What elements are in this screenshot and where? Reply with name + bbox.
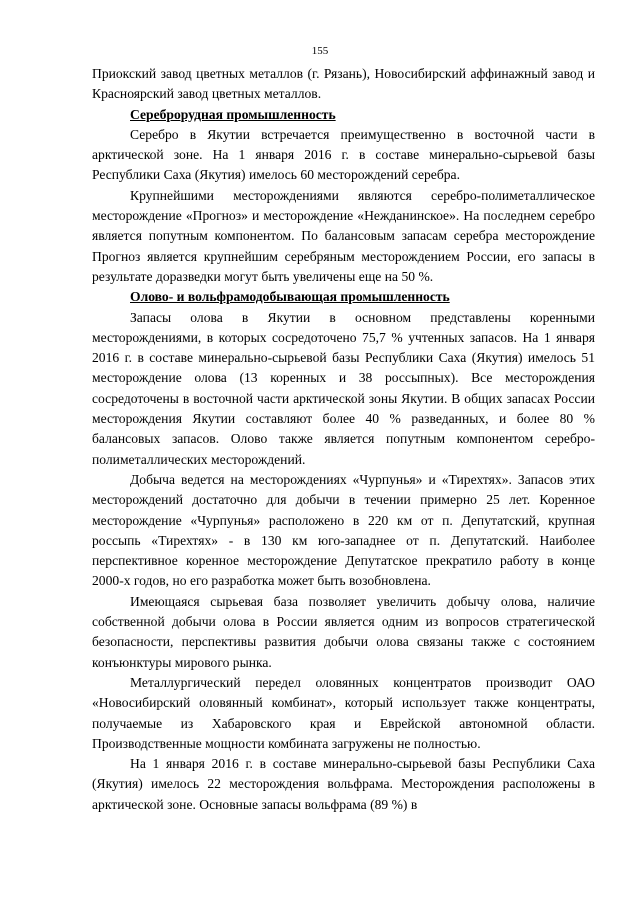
page-number: 155 bbox=[311, 45, 329, 57]
section-heading-silver: Сереброрудная промышленность bbox=[130, 106, 336, 122]
paragraph: Металлургический передел оловянных концентратов производит ОАО «Новосибирский оловянный комбинат», который использует также концентраты, получаемые из Хабаровского края и Еврейской автономной области. Производственные мощности комбината загружены не полностью. bbox=[92, 674, 595, 751]
paragraph: На 1 января 2016 г. в составе минерально-сырьевой базы Республики Саха (Якутия) имелось 22 месторождения вольфрама. Месторождения расположены в арктической зоне. Основные запасы вольфрама (89 %) в bbox=[92, 756, 595, 812]
section-heading-tin-tungsten: Олово- и вольфрамодобывающая промышленность bbox=[130, 289, 450, 305]
document-body bbox=[92, 64, 595, 815]
paragraph: Серебро в Якутии встречается преимущественно в восточной части в арктической зоне. На 1 января 2016 г. в составе минерально-сырьевой базы Республики Саха (Якутия) имелось 60 месторождений серебра. bbox=[92, 126, 595, 183]
intro-paragraph: Приокский завод цветных металлов (г. Рязань), Новосибирский аффинажный завод и Красноярский завод цветных металлов. bbox=[92, 66, 595, 102]
paragraph: Добыча ведется на месторождениях «Чурпунья» и «Тирехтях». Запасов этих месторождений достаточно для добычи в течении примерно 25 лет. Коренное месторождение «Чурпунья» расположено в 220 км от п. Депутатский, крупная россыпь «Тирехтях» - в 130 км юго-западнее от п. Депутатский. Наиболее перспективное коренное месторождение Депутатское прекратило работу в конце 2000-х годов, но его разработка может быть возобновлена. bbox=[92, 471, 595, 589]
paragraph: Запасы олова в Якутии в основном представлены коренными месторождениями, в которых сосредоточено 75,7 % учтенных запасов. На 1 января 2016 г. в составе минерально-сырьевой базы Республики Саха (Якутия) имелось 51 месторождение олова (13 коренных и 38 россыпных). Все месторождения сосредоточены в восточной части арктической зоны Якутии. В общих запасах России месторождения Якутии составляют более 40 % разведанных, и более 80 % балансовых запасов. Олово также является попутным компонентом серебро-полиметаллических месторождений. bbox=[92, 309, 595, 467]
paragraph: Имеющаяся сырьевая база позволяет увеличить добычу олова, наличие собственной добычи олова в России является одним из вопросов стратегической безопасности, перспективы развития добычи олова связаны также с состоянием конъюнктуры мирового рынка. bbox=[92, 593, 595, 670]
paragraph: Крупнейшими месторождениями являются серебро-полиметаллическое месторождение «Прогноз» и месторождение «Нежданинское». На последнем серебро является попутным компонентом. По балансовым запасам серебра месторождение Прогноз является крупнейшим серебряным месторождением России, его запасы в результате доразведки могут быть увеличены еще на 50 %. bbox=[92, 187, 595, 284]
